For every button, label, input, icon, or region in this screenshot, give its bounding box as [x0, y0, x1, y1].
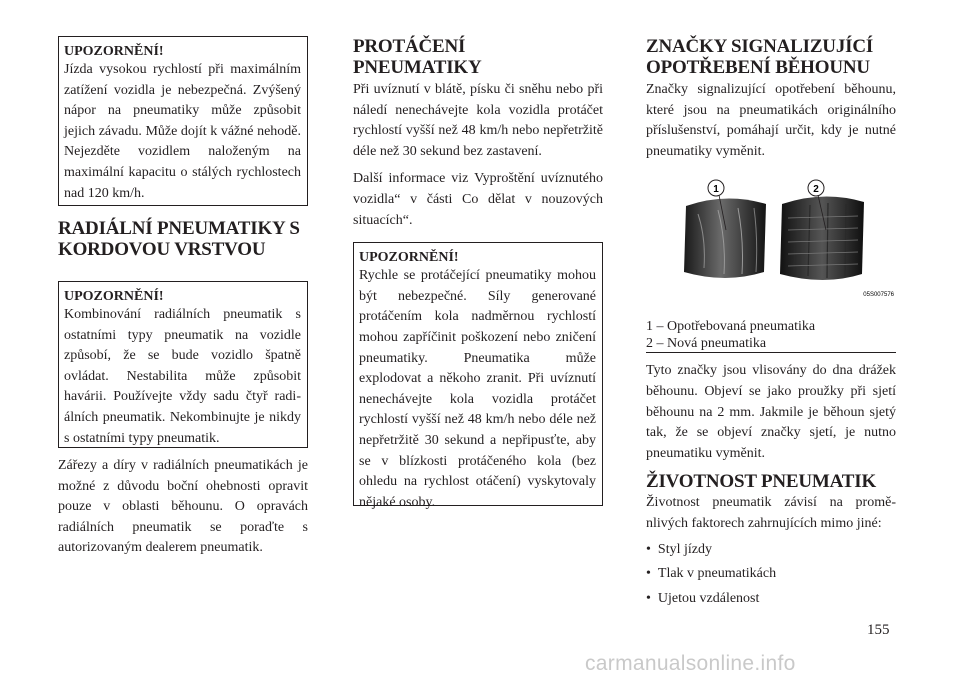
list-item: • Tlak v pneumatikách: [646, 566, 777, 582]
warning-text: Kombinování radiálních pneumatik s ostatními typy pneumatik na vozidle způsobí, že se bude vozidlo špatně ovládat. Nestabilita může způsobit havárii. Používejte vždy sadu čtyř radiálních pneumatik. Nekombinujte je nikdy s ostatními typy pneumatik.: [64, 307, 301, 446]
list-item: • Styl jízdy: [646, 541, 712, 557]
watermark[interactable]: carmanualsonline.info: [585, 652, 796, 675]
warning-title: UPOZORNĚNÍ!: [64, 289, 164, 304]
tire-life-factors-list: [646, 540, 896, 610]
section-heading-radial-tires: RADIÁLNÍ PNEUMATIKY S KORDOVOU VRSTVOU: [58, 218, 300, 260]
worn-tire-icon: [684, 199, 766, 279]
paragraph-indicators-molded: Tyto značky jsou vlisovány do dna drážek běhounu. Objeví se jako proužky při sjetí běhounu na 2 mm. Jakmile je běhoun sjetý tak, že se objeví značky sjetí, je nutno pneumatiku vyměnit.: [646, 363, 896, 461]
callout-1-label: 1: [713, 184, 719, 196]
column-right: [646, 36, 896, 613]
paragraph-more-info: Další informace viz Vyproštění uvíznutého vozidla“ v části Co dělat v nouzových situacích“.: [353, 171, 603, 228]
tires-illustration: [646, 178, 896, 318]
callout-2-label: 2: [813, 184, 819, 196]
column-left: [58, 36, 308, 559]
column-middle: [353, 36, 603, 510]
warning-box-spinning: [353, 242, 603, 510]
warning-box-speed: [58, 36, 308, 206]
warning-title: UPOZORNĚNÍ!: [359, 250, 459, 266]
paragraph-spinning: Při uvíznutí v blátě, písku či sněhu nebo při náledí nenechávejte kola vozidla protáčet rychlostí vyšší než 48 km/h nebo nepřetržitě déle než 30 sekund bez zastavení.: [353, 82, 603, 159]
paragraph-wear-indicators: Značky signalizující opotřebení běhounu, které jsou na pneumatikách originálního příslušenství, pomáhají určit, kdy je nutné pneumatiky vyměnit.: [646, 82, 896, 159]
warning-text: Jízda vysokou rychlostí při maximálním zatížení vozidla je nebezpečná. Zvýšený nápor na pneumatiky může způsobit jejich závadu. Může dojít k vážné nehodě. Nejezděte vozidlem naloženým na maximální kapacitu o stálých rychlostech nad 120 km/h.: [64, 62, 301, 201]
warning-box-mixing: [58, 281, 308, 448]
paragraph-repairs: Zářezy a díry v radiálních pneumatikách je možné z důvodu boční ohebnosti opravit pouze v oblasti běhounu. O opravách radiálních pneumatik se poraďte s autorizovaným dealerem pneumatik.: [58, 458, 308, 556]
section-heading-tire-spinning: PROTÁČENÍ PNEUMATIKY: [353, 36, 482, 78]
figure-caption-1: 1 – Opotřebovaná pneumatika: [646, 319, 816, 335]
warning-title: UPOZORNĚNÍ!: [64, 44, 164, 59]
section-heading-wear-indicators: ZNAČKY SIGNALIZUJÍCÍ OPOTŘEBENÍ BĚHOUNU: [646, 36, 874, 78]
tire-wear-figure: [646, 178, 896, 318]
warning-text: Rychle se protáčející pneumatiky mohou být nebezpečné. Síly generované protáčením kola nadměrnou rychlostí mohou zapříčinit poškození nebo zničení pneumatiky. Pneumatika může explodovat a někoho zranit. Při uvíznutí nenechávejte kola vozidla protáčet rychlostí vyšší než 48 km/h nebo déle než nepřetržitě 30 sekund a nepřipusťte, aby se v blízkosti protáčeného kola (bez ohledu na rychlost otáčení) vyskytovaly nějaké osoby.: [359, 268, 596, 510]
figure-code: 05S007576: [863, 292, 894, 299]
list-item: • Ujetou vzdálenost: [646, 590, 760, 606]
page-number: 155: [867, 622, 890, 638]
figure-caption-2: 2 – Nová pneumatika: [646, 335, 896, 353]
new-tire-icon: [780, 197, 864, 281]
paragraph-tire-life: Životnost pneumatik závisí na proměnlivých faktorech zahrnujících mimo jiné:: [646, 495, 896, 531]
section-heading-tire-life: ŽIVOTNOST PNEUMATIK: [646, 471, 877, 493]
